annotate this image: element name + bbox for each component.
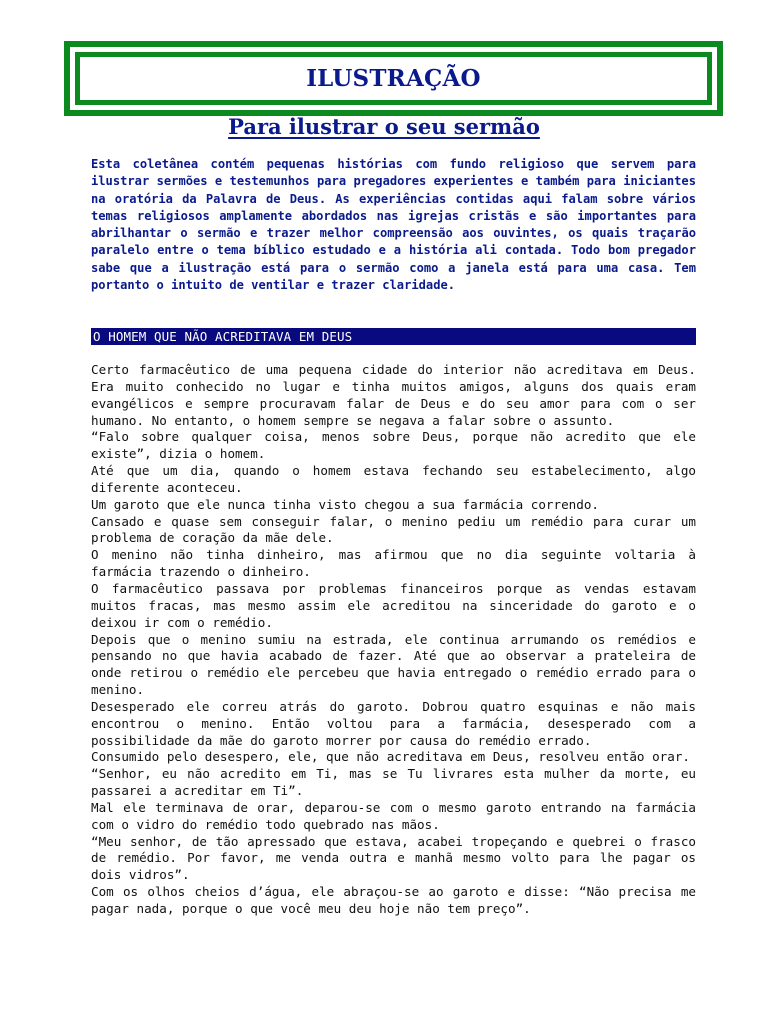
story-paragraph: Um garoto que ele nunca tinha visto chegou a sua farmácia correndo. bbox=[91, 496, 599, 512]
story-paragraph: Com os olhos cheios d’água, ele abraçou-se ao garoto e disse: “Não precisa me pagar nada, porque o que você meu deu hoje não tem preço”. bbox=[91, 884, 696, 916]
story-paragraph: Mal ele terminava de orar, deparou-se com o mesmo garoto entrando na farmácia com o vidro do remédio todo quebrado nas mãos. bbox=[91, 799, 696, 832]
title-frame bbox=[64, 41, 723, 116]
story-body bbox=[91, 362, 696, 918]
story-paragraph: Desesperado ele correu atrás do garoto. Dobrou quatro esquinas e não mais encontrou o menino. Então voltou para a farmácia, desesperado com a possibilidade da mãe do garoto morrer por causa do remédio errado. bbox=[91, 698, 696, 748]
title-frame-gap bbox=[70, 47, 717, 110]
story-paragraph: Consumido pelo desespero, ele, que não acreditava em Deus, resolveu então orar. bbox=[91, 749, 690, 765]
page-subtitle: Para ilustrar o seu sermão bbox=[228, 114, 540, 139]
section-title: O HOMEM QUE NÃO ACREDITAVA EM DEUS bbox=[93, 329, 353, 344]
story-paragraph: Certo farmacêutico de uma pequena cidade do interior não acreditava em Deus. Era muito conhecido no lugar e tinha muitos amigos, alguns dos quais eram evangélicos e sempre procuravam falar de Deus e do seu amor para com o ser humano. No entanto, o homem sempre se negava a falar sobre o assunto. bbox=[91, 362, 696, 428]
intro-paragraph: Esta coletânea contém pequenas histórias com fundo religioso que servem para ilustrar sermões e testemunhos para pregadores experientes e também para iniciantes na oratória da Palavra de Deus. As experiências contidas aqui falam sobre vários temas religiosos amplamente abordados nas igrejas cristãs e são importantes para abrilhantar o sermão e trazer melhor compreensão aos ouvintes, os quais traçarão paralelo entre o tema bíblico estudado e a história ali contada. Todo bom pregador sabe que a ilustração está para o sermão como a janela está para uma casa. Tem portanto o intuito de ventilar e trazer claridade. bbox=[91, 157, 696, 293]
story-paragraph: “Senhor, eu não acredito em Ti, mas se Tu livrares esta mulher da morte, eu passarei a acreditar em Ti”. bbox=[91, 766, 696, 799]
section-header-bar bbox=[91, 328, 696, 345]
story-paragraph: Depois que o menino sumiu na estrada, ele continua arrumando os remédios e pensando no que havia acabado de fazer. Até que ao observar a prateleira de onde retirou o remédio ele percebeu que havia entregado o remédio errado para o menino. bbox=[91, 631, 696, 698]
story-paragraph: “Meu senhor, de tão apressado que estava, acabei tropeçando e quebrei o frasco de remédio. Por favor, me venda outra e manhã mesmo volto para lhe pagar os dois vidros”. bbox=[91, 833, 696, 883]
story-paragraph: Até que um dia, quando o homem estava fechando seu estabelecimento, algo diferente aconteceu. bbox=[91, 463, 696, 495]
story-paragraph: “Falo sobre qualquer coisa, menos sobre Deus, porque não acredito que ele existe”, dizia o homem. bbox=[91, 429, 696, 462]
story-paragraph: O menino não tinha dinheiro, mas afirmou que no dia seguinte voltaria à farmácia trazendo o dinheiro. bbox=[91, 547, 696, 580]
page-title: ILUSTRAÇÃO bbox=[306, 65, 481, 92]
title-frame-inner bbox=[75, 52, 712, 105]
story-paragraph: Cansado e quase sem conseguir falar, o menino pediu um remédio para curar um problema de coração da mãe dele. bbox=[91, 513, 696, 546]
story-paragraph: O farmacêutico passava por problemas financeiros porque as vendas estavam muitos fracas, mas mesmo assim ele acreditou na sinceridade do garoto e o deixou ir com o remédio. bbox=[91, 580, 696, 630]
